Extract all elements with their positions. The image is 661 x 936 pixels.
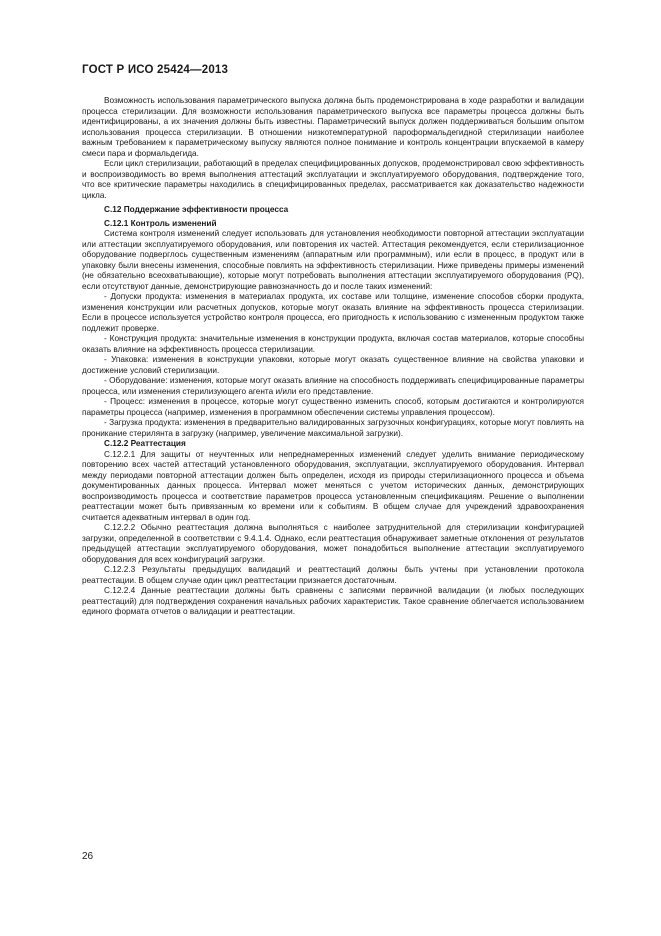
section-heading-c12: С.12 Поддержание эффективности процесса [104, 205, 289, 214]
paragraph-c12-2-1: С.12.2.1 Для защиты от неучтенных или непреднамеренных изменений следует уделить внимание периодическому повторению всех частей аттестаций установленного оборудования, эксплуатации, эксплуатируемого оборудования. Интервал между периодами повторной аттестации должен быть определен, исходя из природы стерилизационного процесса и объема документированных данных процесса. Интервал может меняться с учетом исторических данных, демонстрирующих воспроизводимость процесса и соответствие параметров процесса установленным спецификациям. Решение о выполнении реаттестации может быть привязанным ко времени или к событиям. В общем случае для учреждений здравоохранения считается адекватным интервал в один год. [82, 449, 584, 522]
paragraph-parametric-release: Возможность использования параметрического выпуска должна быть продемонстрирована в ходе разработки и валидации процесса стерилизации. Для возможности использования параметрического выпуска все параметры процесса должны быть идентифицированы, а их значения должны быть известны. Параметрический выпуск должен поддерживаться большим опытом использования процесса стерилизации. В отношении низкотемпературной пароформальдегидной стерилизации наиболее важным требованием к параметрическому выпуску являются полное понимание и контроль концентрации впускаемой в камеру смеси пара и формальдегида. [82, 96, 584, 158]
list-item-product-load: - Загрузка продукта: изменения в предварительно валидированных загрузочных конфигурациях, которые могут повлиять на проникание стерилянта в загрузку (например, увеличение максимальной загрузки). [82, 418, 584, 438]
document-header: ГОСТ Р ИСО 25424—2013 [82, 64, 229, 76]
section-heading-c12-1: С.12.1 Контроль изменений [104, 218, 217, 228]
paragraph-cycle-reliability: Если цикл стерилизации, работающий в пределах специфицированных допусков, продемонстрировал свою эффективность и воспроизводимость во время выполнения аттестаций эксплуатации и эксплуатируемого оборудования, подтверждение того, что все критические параметры находились в специфицированных пределах, рассматривается как доказательство надежности цикла. [82, 159, 584, 200]
list-item-process: - Процесс: изменения в процессе, которые могут существенно изменить способ, которым достигаются и контролируются параметры процесса (например, изменения в программном обеспечении системы управления процессом). [82, 397, 584, 417]
page-number: 26 [82, 851, 94, 862]
list-item-packaging: - Упаковка: изменения в конструкции упаковки, которые могут оказать существенное влияние на свойства упаковки и достижение условий стерилизации. [82, 355, 584, 375]
paragraph-change-control: Система контроля изменений следует использовать для установления необходимости повторной аттестации эксплуатации или аттестации эксплуатируемого оборудования, или повторения их частей. Аттестация рекомендуется, если стерилизационное оборудование подверглось существенным изменениям (аппаратным или программным), или если в процесс, в продукт или в упаковку были внесены изменения, способные повлиять на эффективность стерилизации. Ниже приведены примеры изменений (не обязательно всеохватывающие), которые могут потребовать выполнения аттестации эксплуатируемого оборудования (PQ), если отсутствуют данные, демонстрирующие равнозначность до и после таких изменений: [82, 229, 584, 291]
paragraph-c12-2-2: С.12.2.2 Обычно реаттестация должна выполняться с наиболее затруднительной для стерилизации конфигурацией загрузки, определенной в соответствии с 9.4.1.4. Однако, если реаттестация обнаруживает заметные отклонения от результатов предыдущей аттестации эксплуатируемого оборудования, может понадобиться выполнение аттестации эксплуатируемого оборудования для всех конфигураций загрузки. [82, 523, 584, 564]
list-item-equipment: - Оборудование: изменения, которые могут оказать влияние на способность поддерживать специфицированные параметры процесса, или изменения стерилизующего агента и/или его представление. [82, 376, 584, 396]
paragraph-c12-2-3: С.12.2.3 Результаты предыдущих валидаций и реаттестаций должны быть учтены при установлении протокола реаттестации. В общем случае один цикл реаттестации признается достаточным. [82, 565, 584, 585]
section-heading-c12-2: С.12.2 Реаттестация [104, 439, 186, 448]
list-item-product-design: - Конструкция продукта: значительные изменения в конструкции продукта, включая состав материалов, которые способны оказать влияние на эффективность процесса стерилизации. [82, 334, 584, 354]
list-item-product-tolerances: - Допуски продукта: изменения в материалах продукта, их составе или толщине, изменение способов сборки продукта, изменения конструкции или расчетных допусков, которые могут оказать влияние на эффективность процесса стерилизации. Если в процессе используется устройство контроля процесса, его пригодность к использованию с измененным продуктом также подлежит проверке. [82, 292, 584, 333]
document-body [82, 96, 584, 618]
paragraph-c12-2-4: С.12.2.4 Данные реаттестации должны быть сравнены с записями первичной валидации (и любых последующих реаттестаций) для подтверждения сохранения начальных рабочих характеристик. Такое сравнение облегчается использованием единого формата отчетов о валидации и реаттестации. [82, 586, 584, 616]
